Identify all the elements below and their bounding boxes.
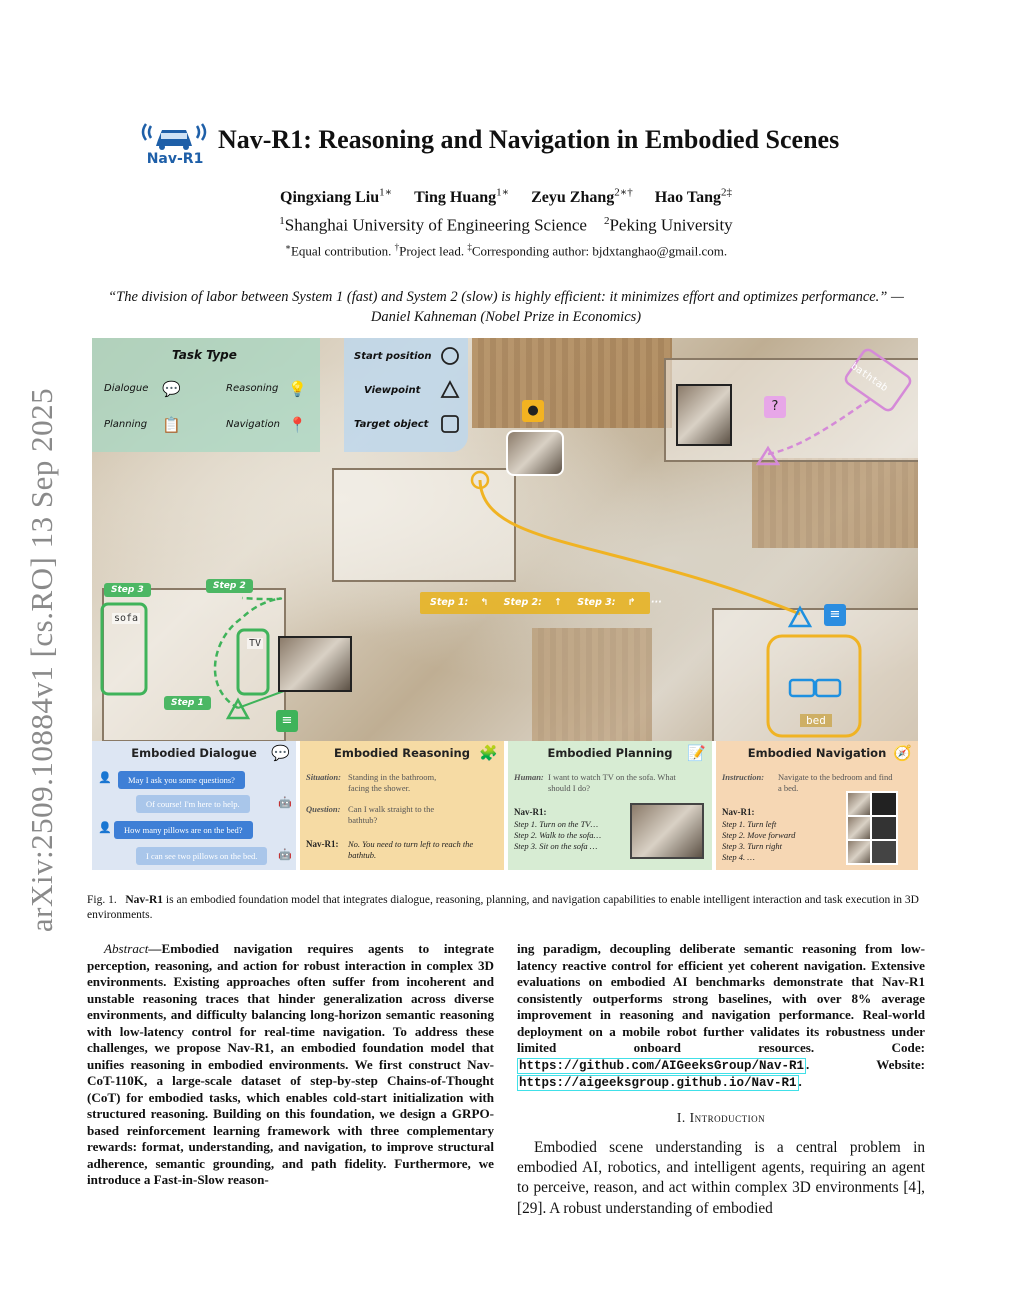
nav-r1-logo	[138, 118, 210, 170]
card-embodied-navigation	[716, 741, 918, 870]
author: Hao Tang$^{2\ddagger}$	[654, 187, 732, 207]
scene-topdown-map	[92, 338, 918, 741]
plan-step: Step 2. Walk to the sofa…	[514, 830, 602, 840]
figure-caption	[87, 893, 927, 923]
chat-bubble-icon: 💬	[271, 744, 290, 762]
lightbulb-icon: 💡	[288, 380, 307, 398]
chat-icon: 💬	[162, 380, 181, 398]
situation-label: Situation:	[306, 772, 341, 782]
bathroom-thumbnail	[676, 384, 732, 446]
chat-message-user: May I ask you some questions?	[118, 771, 245, 789]
legend-viewpoint-label: Viewpoint	[364, 385, 421, 396]
abstract-text: ing paradigm, decoupling deliberate semantic reasoning from low-latency reactive control for efficient yet coherent navigation. Extensive evaluations on embodied AI benchmarks demonstrate that Nav-R1 consistently outperforms strong baselines, with over 8% average improvement in reasoning and navigation performance. Real-world deployment on a mobile robot further validates its robustness under limited onboard resources. Code:	[517, 941, 925, 1055]
question-label: Question:	[306, 804, 341, 814]
user-avatar-icon: 👤	[98, 772, 112, 784]
answer-label: Nav-R1:	[514, 807, 547, 817]
bed-label: bed	[800, 714, 832, 727]
view-thumbnail	[870, 791, 898, 817]
card-embodied-planning	[508, 741, 712, 870]
robot-avatar-icon: 🤖	[278, 849, 292, 861]
sofa-label: sofa	[114, 613, 139, 624]
trajectory-overlay	[92, 338, 918, 741]
author-list	[0, 186, 1012, 207]
view-thumbnail	[870, 839, 898, 865]
nav-step: Step 1. Turn left	[722, 819, 777, 829]
chat-message-bot: I can see two pillows on the bed.	[136, 847, 267, 865]
abstract-left-column: Abstract—Embodied navigation requires agents to integrate perception, reasoning, and action for robust interaction in complex 3D environments. Existing approaches often suffer from incoherent and unstable reasoning traces that hinder generalization across diverse environments, and difficulty balancing long-horizon semantic reasoning with low-latency control for real-time navigation. To address these challenges, we propose Nav-R1, an embodied foundation model that unifies reasoning in embodied environments. We first construct Nav-CoT-110K, a large-scale dataset of step-by-step Chains-of-Thought (CoT) for embodied tasks, which enables cold-start initialization with structured reasoning. Building on this foundation, we design a GRPO-based reinforcement learning framework with three complementary rewards: format, understanding, and navigation, to improve structural adherence, semantic grounding, and path fidelity. Furthermore, we introduce a Fast-in-Slow reason-	[87, 941, 494, 1187]
affiliations: $^1$Shanghai University of Engineering Science $^2$Peking University	[279, 215, 733, 235]
code-link[interactable]: https://github.com/AIGeeksGroup/Nav-R1	[519, 1058, 805, 1073]
chat-message-user: How many pillows are on the bed?	[114, 821, 253, 839]
answer-label: Nav-R1:	[306, 839, 339, 849]
instruction-text: Navigate to the bedroom and find a bed.	[778, 772, 893, 793]
caption-prefix: Fig. 1.	[87, 894, 117, 906]
tv-label: TV	[249, 638, 262, 649]
human-text: I want to watch TV on the sofa. What should I do?	[548, 772, 676, 793]
turn-right-icon: ↱	[627, 597, 636, 608]
card-title: Embodied Reasoning	[334, 746, 470, 760]
task-navigation-label: Navigation	[226, 419, 280, 430]
lightbulb-icon: ?	[764, 396, 786, 418]
nav-step: Step 2. Move forward	[722, 830, 796, 840]
viewpoint-marker	[758, 448, 778, 464]
turn-left-icon: ↰	[480, 597, 489, 608]
plan-step: Step 1. Turn on the TV…	[514, 819, 599, 829]
abstract-right-column: ing paradigm, decoupling deliberate semantic reasoning from low-latency reactive control for efficient yet coherent navigation. Extensive evaluations on embodied AI benchmarks demonstrate that Nav-R1 consistently outperforms strong baselines, with over 8% average improvement in reasoning and navigation performance. Real-world deployment on a mobile robot further validates its robustness under limited onboard resources. Code: https://github.com/AIGeeksGroup/Nav-R1 . Website: https://aigeeksgroup.github.io/Nav-R1 .	[517, 941, 925, 1090]
answer-label: Nav-R1:	[722, 807, 755, 817]
abstract-text: Embodied navigation requires agents to integrate perception, reasoning, and action for robust interaction in complex 3D environments. Existing approaches often suffer from incoherent and unstable reasoning traces that hinder generalization across diverse environments, and difficulty balancing long-horizon semantic reasoning with low-latency control for real-time navigation. To address these challenges, we propose Nav-R1, an embodied foundation model that unifies reasoning in embodied environments. We first construct Nav-CoT-110K, a large-scale dataset of step-by-step Chains-of-Thought (CoT) for embodied tasks, which enables cold-start initialization with structured reasoning. Building on this foundation, we design a GRPO-based reinforcement learning framework with three complementary rewards: format, understanding, and navigation, to improve structural adherence, semantic grounding, and path fidelity. Furthermore, we introduce a Fast-in-Slow reason-	[87, 941, 494, 1187]
author: Zeyu Zhang$^{2∗\dagger}$	[531, 187, 633, 207]
bedroom-thumbnail	[506, 430, 564, 476]
epigraph-quote: “The division of labor between System 1 (fast) and System 2 (slow) is highly efficient: it minimizes effort and optimizes performance.” — Daniel Kahneman (Nobel Prize in Economics)	[108, 289, 904, 325]
clipboard-icon: 📋	[162, 416, 181, 434]
living-room-thumbnail	[630, 803, 704, 859]
question-text: Can I walk straight to the bathtub?	[348, 804, 435, 825]
human-label: Human:	[514, 772, 544, 782]
nav-step: Step 3. Turn right	[722, 841, 782, 851]
plan-step-tag: Step 1	[164, 696, 211, 710]
compass-icon: 🧭	[893, 744, 912, 762]
forward-icon: ↑	[553, 597, 562, 608]
viewpoint-marker	[228, 700, 248, 718]
pillow-box	[816, 680, 840, 696]
pillow-box	[790, 680, 814, 696]
card-embodied-dialogue	[92, 741, 296, 870]
caption-text: is an embodied foundation model that integrates dialogue, reasoning, planning, and navigation capabilities to enable intelligent interaction and task execution in 3D environments.	[87, 894, 919, 921]
legend-target-label: Target object	[354, 419, 429, 430]
card-embodied-reasoning	[300, 741, 504, 870]
plan-step: Step 3. Sit on the sofa …	[514, 841, 598, 851]
nav-step-label: Step 2:	[503, 597, 542, 608]
plan-step-tag: Step 3	[104, 583, 151, 597]
nav-step-label: Step 1:	[430, 597, 469, 608]
situation-text: Standing in the bathroom, facing the shower.	[348, 772, 437, 793]
caption-model-name: Nav-R1	[125, 894, 164, 906]
author-notes: ∗Equal contribution. †Project lead. ‡Corresponding author: bjdxtanghao@gmail.com.	[284, 242, 728, 259]
logo-text: Nav-R1	[146, 151, 204, 167]
paper-title: Nav-R1: Reasoning and Navigation in Embodied Scenes	[218, 125, 840, 154]
card-title: Embodied Dialogue	[131, 746, 257, 760]
section-heading: I. Introduction	[676, 1110, 766, 1125]
clipboard-icon: ≡	[276, 710, 298, 732]
author: Qingxiang Liu$^{1∗}$	[280, 187, 393, 207]
view-thumbnail	[870, 815, 898, 841]
nav-step-label: Step 3:	[577, 597, 616, 608]
notepad-icon: 📝	[687, 744, 706, 762]
card-title: Embodied Planning	[547, 746, 673, 760]
plan-step-tag: Step 2	[206, 579, 253, 593]
introduction-text: Embodied scene understanding is a central problem in embodied AI, robotics, and intelligent agents, requiring an agent to perceive, reason, and act within complex 3D environments [4], [29]. A robust understanding of embodied	[517, 1139, 925, 1217]
chat-message-bot: Of course! I'm here to help.	[136, 795, 250, 813]
bathtab-label: bathtab	[848, 360, 890, 395]
navigation-step-banner	[420, 592, 662, 614]
author: Ting Huang$^{1∗}$	[414, 187, 510, 207]
nav-step: Step 4. …	[722, 852, 755, 862]
robot-avatar-icon: 🤖	[278, 797, 292, 809]
abstract-label: Abstract	[104, 941, 149, 956]
website-label: Website:	[876, 1056, 925, 1072]
card-title: Embodied Navigation	[747, 746, 887, 760]
answer-text: No. You need to turn left to reach the bathtub.	[348, 839, 474, 860]
nav-step-label: ···	[650, 597, 662, 608]
task-dialogue-label: Dialogue	[104, 383, 149, 394]
chat-icon: ≡	[824, 604, 846, 626]
task-planning-label: Planning	[104, 419, 148, 430]
living-room-thumbnail	[278, 636, 352, 692]
legend-start-label: Start position	[354, 351, 432, 362]
task-type-title: Task Type	[172, 348, 237, 362]
task-reasoning-label: Reasoning	[226, 383, 279, 394]
website-link[interactable]: https://aigeeksgroup.github.io/Nav-R1	[519, 1076, 797, 1090]
puzzle-icon: 🧩	[479, 744, 498, 762]
instruction-label: Instruction:	[722, 772, 765, 782]
planning-path	[215, 598, 281, 708]
user-avatar-icon: 👤	[98, 822, 112, 834]
location-pin-icon: 📍	[288, 416, 307, 434]
figure-1	[92, 338, 918, 870]
location-pin-icon: ●	[522, 400, 544, 422]
arxiv-stamp: arXiv:2509.10884v1 [cs.RO] 13 Sep 2025	[24, 387, 59, 933]
